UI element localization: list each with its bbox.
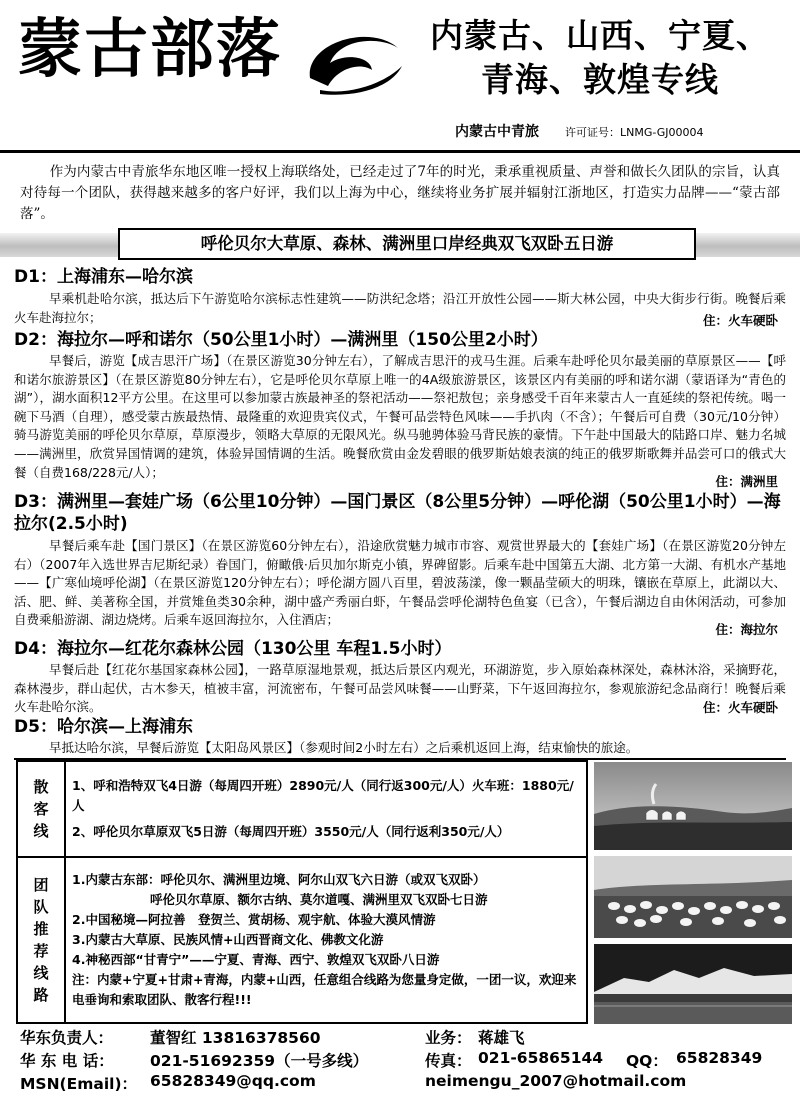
day-2-title: D2：海拉尔—呼和诺尔（50公里1小时）—满洲里（150公里2小时）	[14, 330, 548, 350]
business-label: 业务：	[425, 1029, 472, 1047]
business-contact: 蒋雄飞	[478, 1029, 525, 1047]
fax-number: 021-65865144	[478, 1049, 604, 1067]
price-line-1: 1、呼和浩特双飞4日游（每周四开班）2890元/人（同行返300元/人）火车班：1880元/人	[72, 778, 574, 813]
day-5-title: D5：哈尔滨—上海浦东	[14, 717, 193, 737]
group-line-1: 1.内蒙古东部：呼伦贝尔、满洲里边境、阿尔山双飞六日游（或双飞双卧）	[72, 872, 486, 887]
day-3-stay: 住：海拉尔	[715, 622, 778, 637]
price-line-2: 2、呼伦贝尔草原双飞5日游（每周四开班）3550元/人（同行返利350元/人）	[72, 824, 510, 839]
hotmail-email: neimengu_2007@hotmail.com	[425, 1072, 687, 1090]
day-1-description: 早乘机赴哈尔滨，抵达后下午游览哈尔滨标志性建筑——防洪纪念塔；沿江开放性公园——斯大林公园，中央大街步行街。晚餐后乘火车赴海拉尔；	[14, 291, 786, 325]
manager-label: 华东负责人：	[20, 1029, 114, 1047]
day-2-stay: 住：满洲里	[715, 474, 778, 489]
individual-routes-list	[65, 761, 587, 857]
headline-line-1: 内蒙古、山西、宁夏、	[430, 16, 770, 55]
group-line-2: 2.中国秘境—阿拉善 登贺兰、赏胡杨、观宇航、体验大漠风情游	[72, 912, 436, 927]
pricing-table	[16, 760, 588, 1024]
headline-line-2: 青海、敦煌专线	[481, 60, 719, 99]
day-4-title: D4：海拉尔—红花尔森林公园（130公里 车程1.5小时）	[14, 639, 452, 659]
license-number: 许可证号：LNMG-GJ00004	[565, 126, 704, 139]
day-1-title: D1：上海浦东—哈尔滨	[14, 267, 193, 287]
yurt-grassland-photo	[594, 762, 792, 850]
group-routes-list	[65, 857, 587, 1023]
swoosh-logo-icon	[300, 28, 405, 98]
group-line-1b: 呼伦贝尔草原、额尔古纳、莫尔道嘎、满洲里双飞双卧七日游	[150, 892, 488, 907]
msn-label: MSN(Email)：	[20, 1075, 138, 1093]
group-line-3: 3.内蒙古大草原、民族风情+山西晋商文化、佛教文化游	[72, 932, 384, 947]
phone-number: 021-51692359（一号多线）	[150, 1052, 369, 1070]
day-5-description: 早抵达哈尔滨，早餐后游览【太阳岛风景区】（参观时间2小时左右）之后乘机返回上海，结束愉快的旅途。	[49, 740, 639, 755]
individual-routes-label: 散 客 线	[17, 761, 65, 857]
sheep-herd-photo	[594, 856, 792, 938]
qq-number: 65828349	[676, 1049, 763, 1067]
header-divider	[0, 150, 800, 153]
group-routes-label: 团 队 推 荐 线 路	[17, 857, 65, 1023]
day-4-stay: 住：火车硬卧	[702, 700, 778, 715]
group-note: 注：内蒙+宁夏+甘肃+青海，内蒙+山西，任意组合线路为您量身定做，一团一议，欢迎来电垂询和索取团队、散客行程!!!	[72, 972, 577, 1007]
mountain-lake-photo	[594, 944, 792, 1024]
fax-label: 传真：	[425, 1052, 472, 1070]
phone-label: 华 东 电 话：	[20, 1052, 114, 1070]
qq-label: QQ：	[626, 1052, 668, 1070]
group-line-4: 4.神秘西部“甘青宁”——宁夏、青海、西宁、敦煌双飞双卧八日游	[72, 952, 440, 967]
tour-title-banner: 呼伦贝尔大草原、森林、满洲里口岸经典双飞双卧五日游	[118, 228, 696, 260]
manager-contact: 董智红 13816378560	[150, 1029, 321, 1047]
route-headline	[404, 14, 796, 102]
brand-logo-text: 蒙古部落	[18, 12, 282, 87]
day-4-description: 早餐后赴【红花尔基国家森林公园】，一路草原湿地景观，抵达后景区内观光，环湖游览，步入原始森林深处，森林沐浴，采摘野花，森林漫步，群山起伏，古木参天，植被丰富，河流密布，午餐可品尝风味餐——山野菜，下午返回海拉尔，参观旅游纪念品商行！晚餐后乘火车赴哈尔滨。	[14, 662, 786, 715]
day-3-description: 早餐后乘车赴【国门景区】（在景区游览60分钟左右），沿途欣赏魅力城市市容、观赏世界最大的【套娃广场】（在景区游览20分钟左右）（2007年入选世界吉尼斯纪录）眷国门，俯瞰俄·后贝加尔斯克小镇，界碑留影。后乘车赴中国第五大湖、北方第一大湖、有机水产基地——【广寒仙境呼伦湖】（在景区游览120分钟左右）；呼伦湖方圆八百里，碧波荡漾，像一颗晶莹硕大的明珠，镶嵌在草原上，此湖以大、活、肥、鲜、美著称全国，并赏雉鱼类30余种，湖中盛产秀丽白虾，午餐品尝呼伦湖特色鱼宴（已含），午餐后湖边自由休闲活动，可参加自费乘船游湖、湖边烧烤。后乘车返回海拉尔，入住酒店；	[14, 538, 786, 628]
header	[0, 0, 800, 150]
msn-email: 65828349@qq.com	[150, 1072, 316, 1090]
day-3-title: D3：满洲里—套娃广场（6公里10分钟）—国门景区（8公里5分钟）—呼伦湖（50公里1小时）—海拉尔(2.5小时)	[14, 492, 781, 534]
day-2-description: 早餐后，游览【成吉思汗广场】（在景区游览30分钟左右），了解成吉思汗的戎马生涯。后乘车赴呼伦贝尔最美丽的草原景区——【呼和诺尔旅游景区】（在景区游览80分钟左右），它是呼伦贝尔草原上唯一的4A级旅游景区，该景区内有美丽的呼和诺尔湖（蒙语译为“青色的湖”），湖水面积12平方公里。在这里可以参加蒙古族最神圣的祭祀活动——祭祀敖包；亲身感受千百年来蒙古人一直延续的祭祀传统。喝一碗下马酒（自理），感受蒙古族最热情、最隆重的欢迎贵宾仪式，午餐可品尝特色风味——手扒肉（不含）；午餐后可自费（30元/10分钟）骑马游览美丽的呼伦贝尔草原，草原漫步，领略大草原的无限风光。纵马驰骋体验马背民族的豪情。下午赴中国最大的陆路口岸、魅力名城——满洲里，欣赏异国情调的建筑，体验异国情调的生活。晚餐欣赏由金发碧眼的俄罗斯姑娘表演的纯正的俄罗斯歌舞并品尝可口的俄式大餐（自费168/228元/人）；	[14, 353, 786, 480]
agency-name: 内蒙古中青旅	[455, 124, 539, 140]
intro-paragraph: 作为内蒙古中青旅华东地区唯一授权上海联络处，已经走过了7年的时光，秉承重视质量、声誉和做长久团队的宗旨，认真对待每一个团队，获得越来越多的客户好评，我们以上海为中心，继续将业务扩展并辐射江浙地区，打造实力品牌——“蒙古部落”。	[20, 164, 780, 222]
day-1-stay: 住：火车硬卧	[702, 313, 778, 328]
